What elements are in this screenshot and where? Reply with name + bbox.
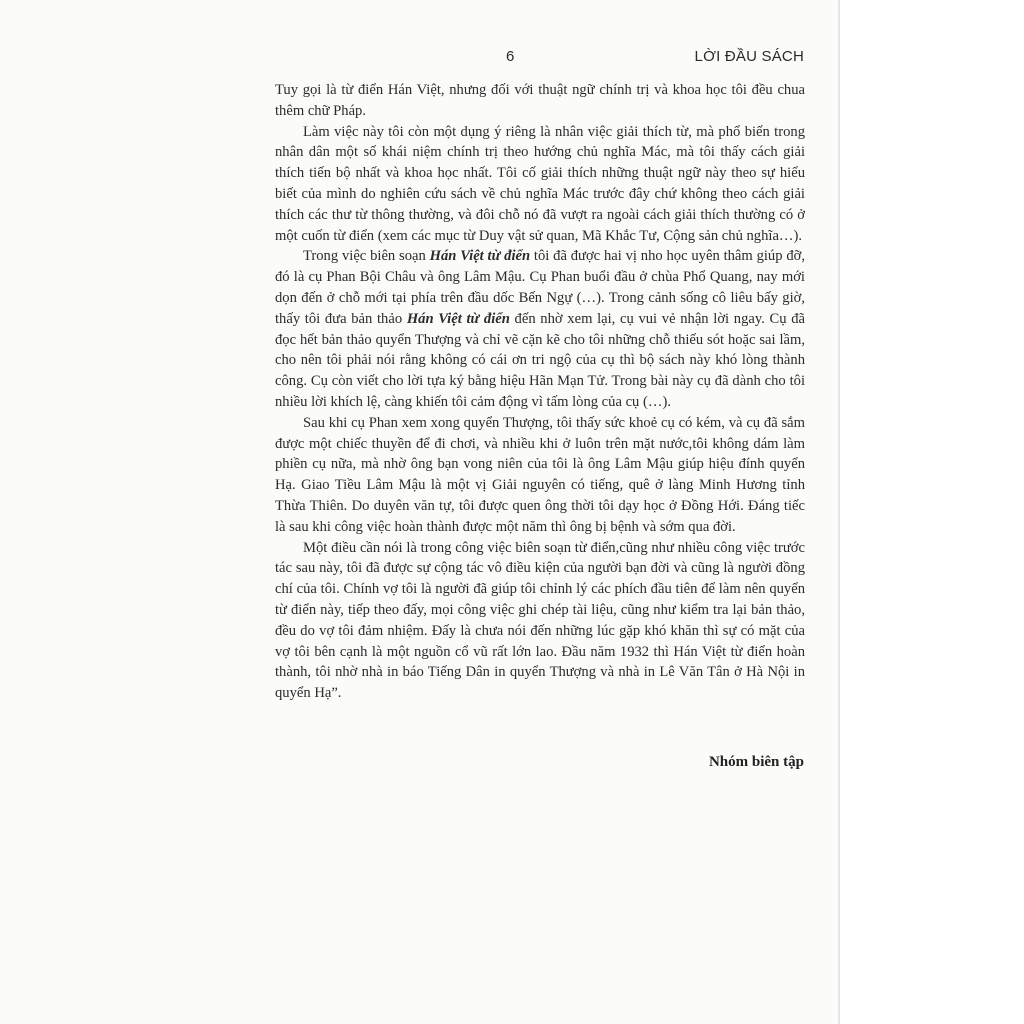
paragraph-2: Làm việc này tôi còn một dụng ý riêng là nhân việc giải thích từ, mà phổ biến trong nhân dân một số khái niệm chính trị theo hướng chủ nghĩa Mác, mà tôi thấy cách giải thích tiến bộ nhất và khoa học nhất. Tôi cố giải thích những thuật ngữ này theo sự hiểu biết của mình do nghiên cứu sách về chủ nghĩa Mác trước đây chứ không theo cách giải thích các thư từ thông thường, và đôi chỗ nó đã vượt ra ngoài cách giải thích thường có ở một cuốn từ điển (xem các mục từ Duy vật sử quan, Mã Khắc Tư, Cộng sản chủ nghĩa…).	[275, 123, 805, 244]
signature: Nhóm biên tập	[708, 754, 804, 770]
body-text	[275, 80, 805, 704]
paragraph-5: Một điều cần nói là trong công việc biên soạn từ điển,cũng như nhiều công việc trước tác sau này, tôi đã được sự cộng tác vô điều kiện của người bạn đời và cũng là người đồng chí của tôi. Chính vợ tôi là người đã giúp tôi chỉnh lý các phích đầu tiên để làm nên quyển từ điển này, tiếp theo đấy, mọi công việc ghi chép tài liệu, cũng như kiểm tra lại bản thảo, đều do vợ tôi đảm nhiệm. Đấy là chưa nói đến những lúc gặp khó khăn thì sự có mặt của vợ tôi bên cạnh là một nguồn cổ vũ rất lớn lao. Đầu năm 1932 thì Hán Việt từ điển hoàn thành, tôi nhờ nhà in báo Tiếng Dân in quyển Thượng và nhà in Lê Văn Tân ở Hà Nội in quyển Hạ”.	[275, 539, 805, 702]
book-title-emphasis: Hán Việt từ điển	[429, 248, 531, 265]
paragraph-3-after: đến nhờ xem lại, cụ vui vẻ nhận lời ngay. Cụ đã đọc hết bản thảo quyển Thượng và chỉ vẽ cặn kẽ cho tôi những chỗ thiếu sót hoặc sai lầm, cho nên tôi phải nói rằng không có cái ơn tri ngộ của cụ thì bộ sách này khó lòng thành công. Cụ còn viết cho lời tựa ký bằng hiệu Hãn Mạn Tử. Trong bài này cụ đã dành cho tôi nhiều lời khích lệ, càng khiến tôi cảm động vì tấm lòng của cụ (…).	[275, 310, 806, 410]
paragraph-4: Sau khi cụ Phan xem xong quyển Thượng, tôi thấy sức khoẻ cụ có kém, và cụ đã sắm được một chiếc thuyền để đi chơi, và nhiều khi ở luôn trên mặt nước,tôi không dám làm phiền cụ nữa, mà nhờ ông bạn vong niên của tôi là ông Lâm Mậu giúp hiệu đính quyển Hạ. Giao Tiều Lâm Mậu là một vị Giải nguyên có tiếng, quê ở làng Minh Hương tỉnh Thừa Thiên. Do duyên văn tự, tôi được quen ông thời tôi dạy học ở Đồng Hới. Đáng tiếc là sau khi công việc hoàn thành được một năm thì ông bị bệnh và sớm qua đời.	[275, 414, 805, 535]
paragraph-3-middle: tôi đã được hai vị nho học uyên thâm giúp đỡ, đó là cụ Phan Bội Châu và ông Lâm Mậu. Cụ Phan buổi đầu ở chùa Phổ Quang, nay mới dọn đến ở chỗ mới tại phía trên đầu dốc Bến Ngự (…). Trong cảnh sống cô liêu bấy giờ, thấy tôi đưa bản thảo	[275, 248, 806, 327]
paragraph-1: Tuy gọi là từ điển Hán Việt, nhưng đối với thuật ngữ chính trị và khoa học tôi đều chua thêm chữ Pháp.	[275, 82, 805, 119]
page-header	[270, 48, 810, 70]
page-number: 6	[506, 48, 515, 65]
paragraph-3	[275, 246, 805, 412]
book-title-emphasis: Hán Việt từ điển	[406, 310, 510, 327]
paragraph-3-before: Trong việc biên soạn	[303, 248, 430, 265]
page-edge-shadow	[838, 0, 840, 1024]
running-title: LỜI ĐẦU SÁCH	[694, 48, 804, 65]
